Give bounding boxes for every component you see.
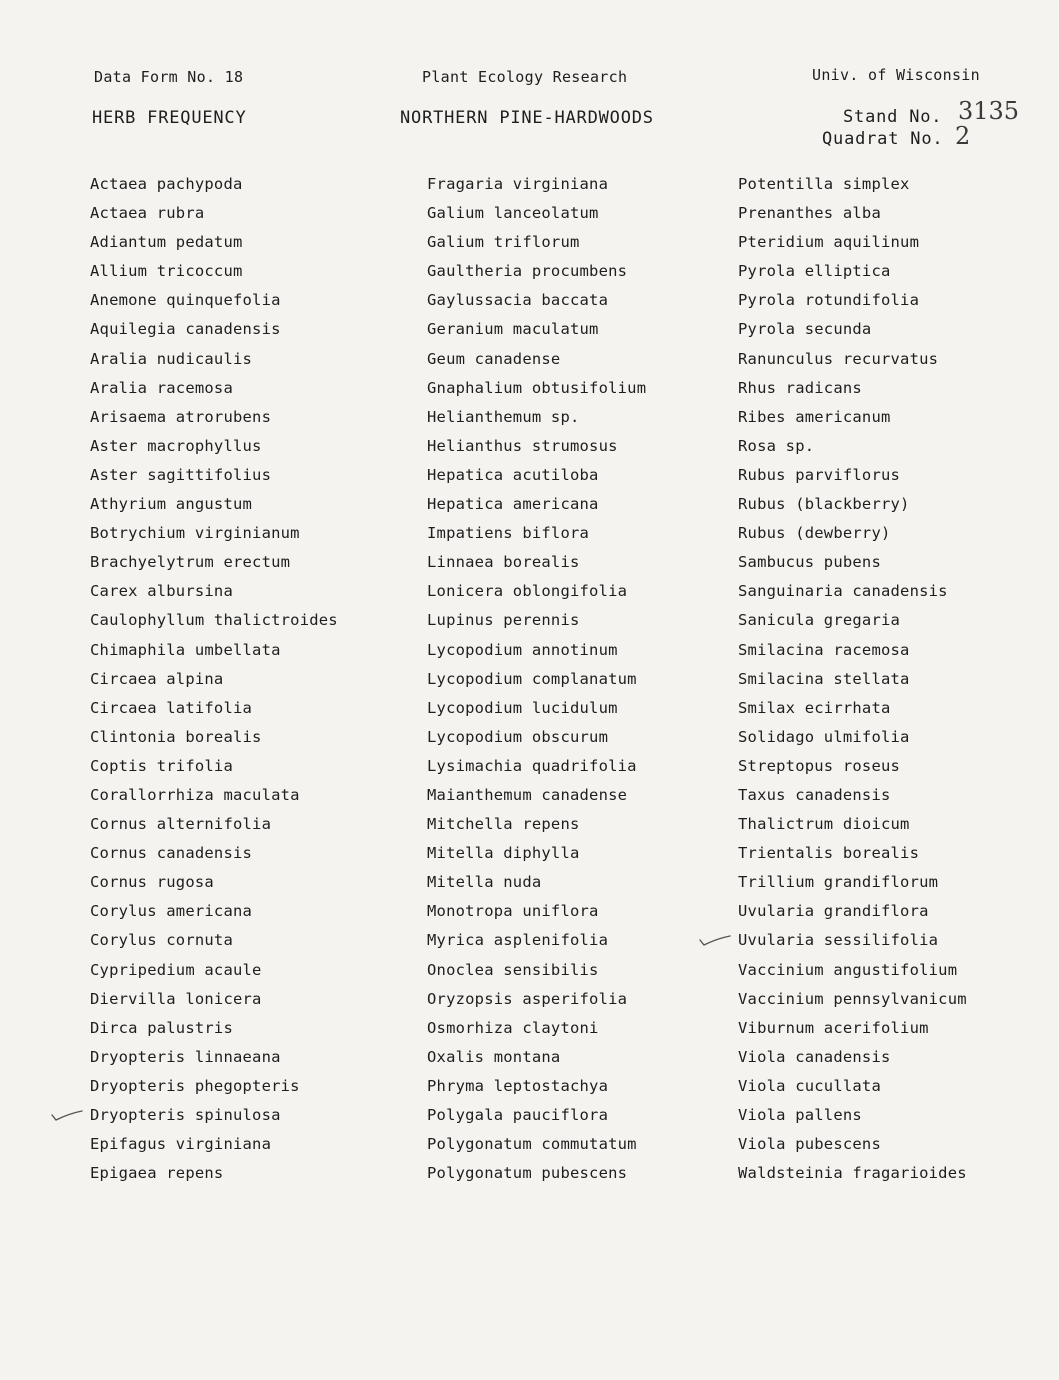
species-name: Circaea alpina — [90, 669, 224, 688]
species-name: Dryopteris phegopteris — [90, 1076, 300, 1095]
species-name: Polygonatum commutatum — [427, 1135, 637, 1154]
species-name: Waldsteinia fragarioides — [738, 1164, 967, 1183]
species-name: Caulophyllum thalictroides — [90, 611, 338, 630]
species-name: Viola pubescens — [738, 1135, 881, 1154]
species-name: Uvularia sessilifolia — [738, 931, 939, 950]
form-number: Data Form No. 18 — [94, 68, 244, 86]
species-name: Lycopodium annotinum — [427, 640, 618, 659]
species-name: Osmorhiza claytoni — [427, 1018, 599, 1037]
species-item — [427, 490, 747, 519]
species-item — [427, 199, 747, 228]
species-item — [90, 228, 410, 257]
species-item — [427, 1101, 747, 1130]
species-item — [738, 490, 1058, 519]
species-name: Cornus canadensis — [90, 844, 253, 863]
community-title: NORTHERN PINE-HARDWOODS — [400, 108, 654, 128]
species-name: Smilacina racemosa — [738, 640, 910, 659]
species-item — [427, 1014, 747, 1043]
species-name: Potentilla simplex — [738, 175, 910, 193]
species-name: Sambucus pubens — [738, 553, 881, 572]
species-item — [427, 170, 747, 199]
species-item — [427, 985, 747, 1014]
species-name: Diervilla lonicera — [90, 989, 262, 1008]
species-name: Galium triflorum — [427, 233, 580, 252]
species-name: Aquilegia canadensis — [90, 320, 281, 339]
species-name: Brachyelytrum erectum — [90, 553, 291, 572]
species-item — [427, 286, 747, 315]
species-name: Thalictrum dioicum — [738, 815, 910, 834]
handwritten-check-icon — [50, 1109, 84, 1123]
species-name: Solidago ulmifolia — [738, 727, 910, 746]
species-item — [427, 723, 747, 752]
species-item — [427, 519, 747, 548]
species-item — [427, 956, 747, 985]
species-item — [738, 956, 1058, 985]
species-item — [738, 548, 1058, 577]
species-item — [738, 374, 1058, 403]
quadrat-value: 2 — [955, 122, 971, 150]
species-item — [427, 1072, 747, 1101]
species-item — [90, 170, 410, 199]
species-name: Clintonia borealis — [90, 727, 262, 746]
species-name: Viola pallens — [738, 1106, 862, 1124]
species-item — [90, 403, 410, 432]
species-name: Oryzopsis asperifolia — [427, 989, 628, 1008]
species-name: Adiantum pedatum — [90, 233, 243, 252]
species-name: Fragaria virginiana — [427, 175, 609, 193]
species-item — [427, 315, 747, 344]
species-item — [427, 665, 747, 694]
species-item — [738, 577, 1058, 606]
species-item — [427, 1159, 747, 1188]
species-item — [90, 345, 410, 374]
species-item — [90, 636, 410, 665]
species-name: Dirca palustris — [90, 1018, 233, 1037]
species-name: Oxalis montana — [427, 1047, 561, 1066]
university: Univ. of Wisconsin — [812, 66, 980, 84]
species-name: Actaea pachypoda — [90, 175, 243, 193]
species-name: Vaccinium pennsylvanicum — [738, 989, 967, 1008]
species-item — [738, 1043, 1058, 1072]
species-item — [427, 606, 747, 635]
species-name: Sanguinaria canadensis — [738, 582, 948, 601]
species-item — [90, 374, 410, 403]
species-item — [427, 868, 747, 897]
species-name: Athyrium angustum — [90, 495, 253, 514]
species-name: Lycopodium complanatum — [427, 669, 637, 688]
species-item — [90, 897, 410, 926]
species-item — [427, 752, 747, 781]
species-item — [90, 548, 410, 577]
species-name: Lycopodium obscurum — [427, 727, 609, 746]
species-item — [738, 345, 1058, 374]
species-item — [738, 985, 1058, 1014]
species-item — [427, 548, 747, 577]
species-name: Onoclea sensibilis — [427, 960, 599, 979]
species-name: Prenanthes alba — [738, 204, 881, 223]
species-item — [427, 1043, 747, 1072]
species-column-3 — [738, 170, 1058, 1188]
species-name: Cypripedium acaule — [90, 960, 262, 979]
species-item — [738, 810, 1058, 839]
species-item — [427, 345, 747, 374]
species-name: Trientalis borealis — [738, 844, 920, 863]
species-name: Smilacina stellata — [738, 669, 910, 688]
species-name: Rosa sp. — [738, 436, 815, 455]
species-item — [427, 432, 747, 461]
species-item — [738, 636, 1058, 665]
species-name: Mitella nuda — [427, 873, 542, 892]
species-name: Aster sagittifolius — [90, 465, 272, 484]
species-item — [738, 286, 1058, 315]
species-name: Chimaphila umbellata — [90, 640, 281, 659]
species-item — [427, 810, 747, 839]
species-item — [427, 694, 747, 723]
species-item — [90, 1072, 410, 1101]
species-name: Coptis trifolia — [90, 756, 233, 775]
species-item — [90, 199, 410, 228]
species-item — [738, 432, 1058, 461]
species-item — [90, 432, 410, 461]
species-name: Smilax ecirrhata — [738, 698, 891, 717]
handwritten-check-icon — [698, 934, 732, 948]
stand-label: Stand No. — [843, 107, 943, 127]
species-item — [90, 257, 410, 286]
species-name: Anemone quinquefolia — [90, 291, 281, 310]
species-name: Botrychium virginianum — [90, 524, 300, 543]
species-item — [90, 1130, 410, 1159]
species-item — [738, 897, 1058, 926]
species-item — [90, 1101, 410, 1130]
species-item — [738, 1101, 1058, 1130]
species-name: Phryma leptostachya — [427, 1076, 609, 1095]
species-item — [90, 286, 410, 315]
species-name: Geum canadense — [427, 349, 561, 368]
species-name: Circaea latifolia — [90, 698, 253, 717]
species-name: Viburnum acerifolium — [738, 1018, 929, 1037]
species-name: Cornus rugosa — [90, 873, 214, 892]
quadrat-label: Quadrat No. — [822, 129, 944, 149]
species-item — [738, 926, 1058, 955]
species-item — [90, 752, 410, 781]
species-item — [738, 1072, 1058, 1101]
species-name: Cornus alternifolia — [90, 815, 272, 834]
species-name: Epifagus virginiana — [90, 1135, 272, 1154]
species-name: Aralia racemosa — [90, 378, 233, 397]
species-item — [738, 752, 1058, 781]
species-name: Ranunculus recurvatus — [738, 349, 939, 368]
species-name: Vaccinium angustifolium — [738, 960, 958, 979]
species-name: Dryopteris linnaeana — [90, 1047, 281, 1066]
species-item — [427, 257, 747, 286]
species-item — [90, 868, 410, 897]
species-name: Polygonatum pubescens — [427, 1164, 628, 1183]
species-item — [738, 868, 1058, 897]
species-item — [427, 577, 747, 606]
species-name: Aster macrophyllus — [90, 436, 262, 455]
species-item — [90, 577, 410, 606]
species-name: Lonicera oblongifolia — [427, 582, 628, 601]
species-item — [427, 228, 747, 257]
species-name: Carex albursina — [90, 582, 233, 601]
species-name: Epigaea repens — [90, 1164, 224, 1183]
species-name: Viola cucullata — [738, 1076, 881, 1095]
species-name: Allium tricoccum — [90, 262, 243, 281]
stand-value: 3135 — [958, 97, 1020, 125]
species-name: Uvularia grandiflora — [738, 902, 929, 921]
species-name: Gaylussacia baccata — [427, 291, 609, 310]
species-name: Aralia nudicaulis — [90, 349, 253, 368]
species-item — [738, 1159, 1058, 1188]
species-item — [738, 723, 1058, 752]
species-name: Impatiens biflora — [427, 524, 590, 543]
species-item — [90, 461, 410, 490]
species-name: Helianthus strumosus — [427, 436, 618, 455]
species-item — [90, 1159, 410, 1188]
species-name: Pyrola elliptica — [738, 262, 891, 281]
species-name: Pteridium aquilinum — [738, 233, 920, 252]
species-name: Gaultheria procumbens — [427, 262, 628, 281]
species-item — [90, 926, 410, 955]
species-name: Hepatica acutiloba — [427, 465, 599, 484]
species-name: Rubus (blackberry) — [738, 495, 910, 514]
species-name: Galium lanceolatum — [427, 204, 599, 223]
species-column-1 — [90, 170, 410, 1188]
species-name: Trillium grandiflorum — [738, 873, 939, 892]
species-item — [738, 461, 1058, 490]
species-name: Lysimachia quadrifolia — [427, 756, 637, 775]
species-name: Maianthemum canadense — [427, 785, 628, 804]
species-item — [90, 781, 410, 810]
species-name: Pyrola secunda — [738, 320, 872, 339]
species-column-2 — [427, 170, 747, 1188]
species-name: Pyrola rotundifolia — [738, 291, 920, 310]
species-item — [90, 810, 410, 839]
species-item — [90, 723, 410, 752]
species-item — [427, 461, 747, 490]
species-name: Lupinus perennis — [427, 611, 580, 630]
species-item — [738, 1014, 1058, 1043]
species-name: Rubus parviflorus — [738, 465, 901, 484]
species-name: Gnaphalium obtusifolium — [427, 378, 647, 397]
species-name: Linnaea borealis — [427, 553, 580, 572]
species-name: Monotropa uniflora — [427, 902, 599, 921]
species-item — [738, 665, 1058, 694]
species-item — [90, 519, 410, 548]
species-item — [738, 228, 1058, 257]
species-name: Geranium maculatum — [427, 320, 599, 339]
species-item — [90, 956, 410, 985]
species-name: Hepatica americana — [427, 495, 599, 514]
species-name: Corylus cornuta — [90, 931, 233, 950]
species-item — [90, 985, 410, 1014]
species-name: Viola canadensis — [738, 1047, 891, 1066]
species-item — [427, 1130, 747, 1159]
species-name: Streptopus roseus — [738, 756, 901, 775]
species-item — [738, 606, 1058, 635]
species-name: Corallorrhiza maculata — [90, 785, 300, 804]
form-title: HERB FREQUENCY — [92, 108, 247, 128]
species-item — [738, 403, 1058, 432]
species-item — [427, 897, 747, 926]
species-item — [90, 490, 410, 519]
organization: Plant Ecology Research — [422, 68, 628, 86]
species-name: Taxus canadensis — [738, 785, 891, 804]
species-item — [90, 606, 410, 635]
species-item — [427, 374, 747, 403]
species-name: Dryopteris spinulosa — [90, 1106, 281, 1124]
species-item — [90, 1014, 410, 1043]
species-item — [90, 839, 410, 868]
species-item — [427, 403, 747, 432]
species-name: Ribes americanum — [738, 407, 891, 426]
species-item — [427, 781, 747, 810]
species-name: Sanicula gregaria — [738, 611, 901, 630]
species-item — [90, 1043, 410, 1072]
species-name: Lycopodium lucidulum — [427, 698, 618, 717]
species-item — [738, 694, 1058, 723]
species-item — [738, 1130, 1058, 1159]
species-item — [427, 636, 747, 665]
species-item — [90, 665, 410, 694]
species-name: Arisaema atrorubens — [90, 407, 272, 426]
species-item — [427, 839, 747, 868]
species-name: Mitchella repens — [427, 815, 580, 834]
species-item — [738, 839, 1058, 868]
species-name: Mitella diphylla — [427, 844, 580, 863]
species-item — [90, 694, 410, 723]
species-item — [738, 781, 1058, 810]
species-item — [738, 315, 1058, 344]
species-name: Helianthemum sp. — [427, 407, 580, 426]
species-item — [738, 519, 1058, 548]
species-item — [738, 257, 1058, 286]
species-name: Rubus (dewberry) — [738, 524, 891, 543]
species-item — [90, 315, 410, 344]
species-name: Myrica asplenifolia — [427, 931, 609, 950]
species-item — [738, 199, 1058, 228]
species-name: Rhus radicans — [738, 378, 862, 397]
species-name: Polygala pauciflora — [427, 1106, 609, 1124]
species-item — [738, 170, 1058, 199]
species-name: Corylus americana — [90, 902, 253, 921]
species-name: Actaea rubra — [90, 204, 205, 223]
